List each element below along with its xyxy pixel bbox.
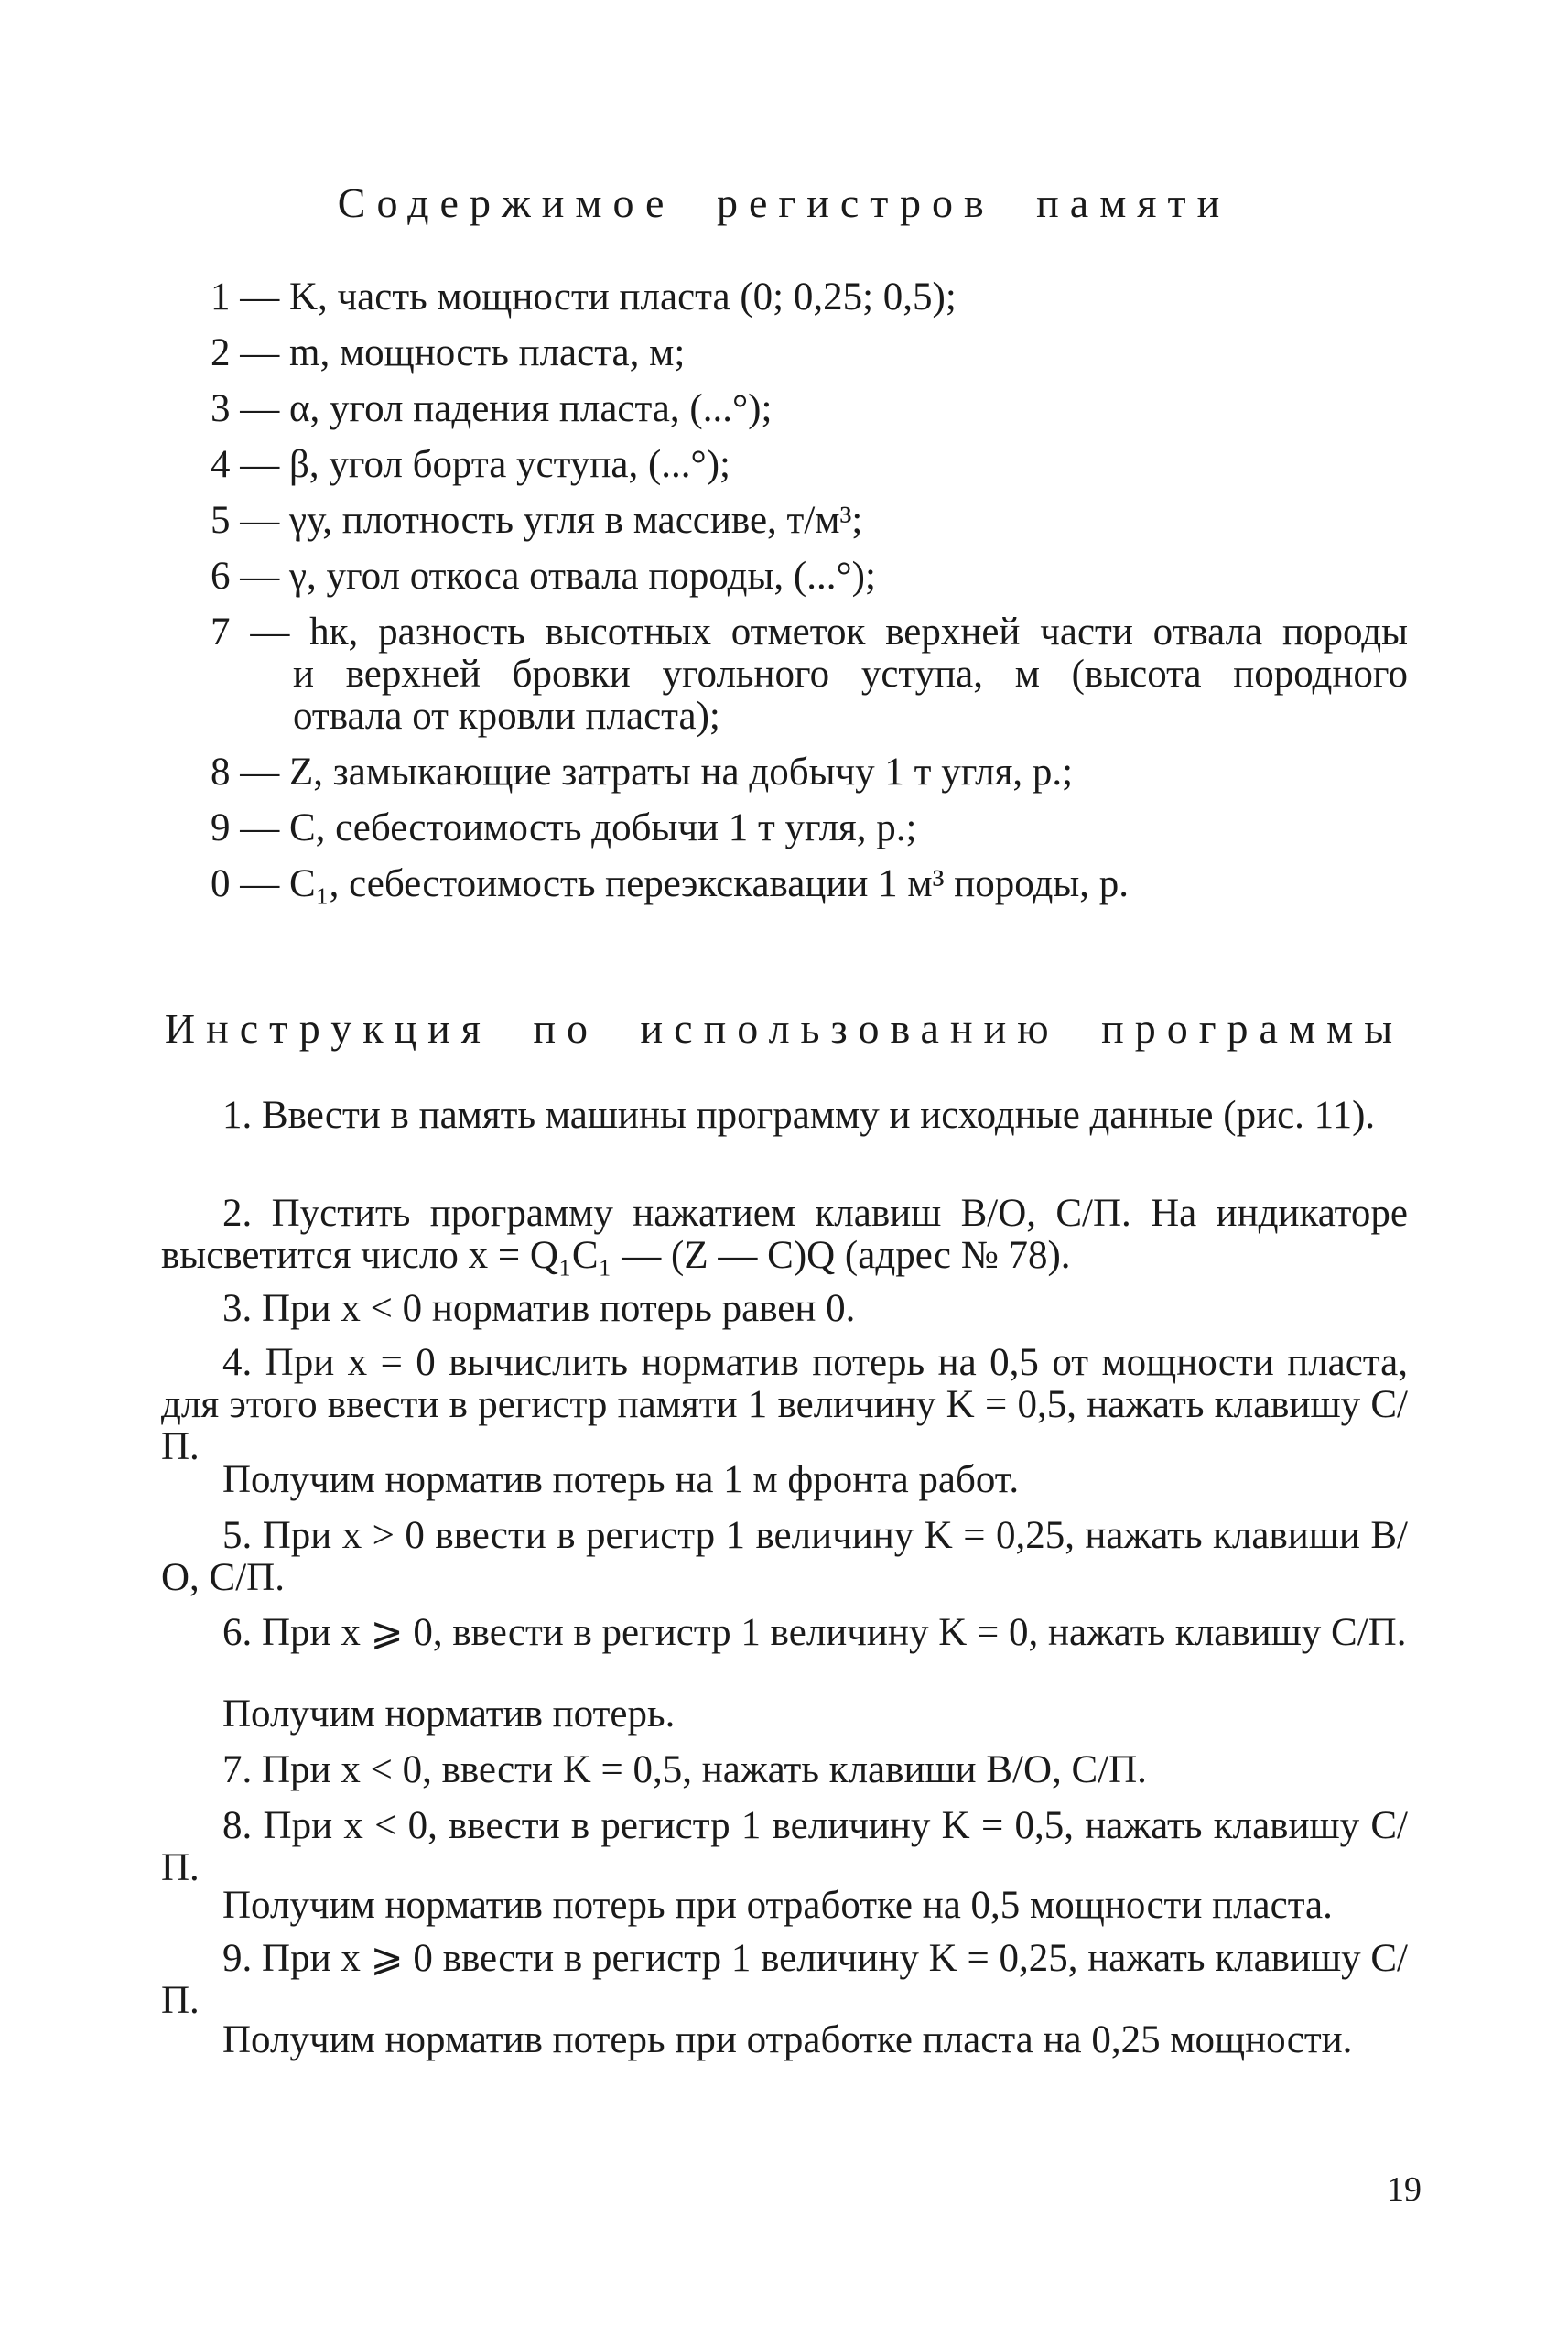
register-item-7-line-1: 7 — hк, разность высотных отметок верхней части отвала породы (211, 611, 1408, 654)
memory-registers-title: Содержимое регистров памяти (337, 179, 1231, 226)
register-item-6: 6 — γ, угол откоса отвала породы, (...°); (211, 555, 876, 598)
instruction-step-1: 1. Ввести в память машины программу и исходные данные (рис. 11). (222, 1094, 1376, 1137)
register-item-7-line-3: отвала от кровли пласта); (293, 695, 720, 738)
instruction-note-3: Получим норматив потерь при отработке на 0,5 мощности пласта. (222, 1884, 1333, 1927)
register-item-5: 5 — γу, плотность угля в массиве, т/м³; (211, 499, 863, 542)
instruction-step-3: 3. При x < 0 норматив потерь равен 0. (222, 1287, 856, 1330)
register-item-8: 8 — Z, замыкающие затраты на добычу 1 т угля, р.; (211, 751, 1074, 794)
instruction-step-8: 8. При x < 0, ввести в регистр 1 величину K = 0,5, нажать клавишу С/П. (161, 1804, 1408, 1889)
register-item-1: 1 — K, часть мощности пласта (0; 0,25; 0,5); (211, 276, 957, 319)
register-item-0: 0 — С₁, себестоимость переэкскавации 1 м³ породы, р. (211, 862, 1130, 905)
instruction-note-4: Получим норматив потерь при отработке пласта на 0,25 мощности. (222, 2018, 1353, 2061)
instructions-title: Инструкция по использованию программы (164, 1005, 1404, 1052)
register-item-2: 2 — m, мощность пласта, м; (211, 331, 686, 374)
instruction-note-2: Получим норматив потерь. (222, 1692, 676, 1736)
instruction-note-1: Получим норматив потерь на 1 м фронта работ. (222, 1458, 1020, 1501)
page-number: 19 (1387, 2170, 1422, 2209)
instruction-step-7: 7. При x < 0, ввести K = 0,5, нажать клавиши В/О, С/П. (222, 1748, 1147, 1791)
instruction-step-6: 6. При x ⩾ 0, ввести в регистр 1 величину K = 0, нажать клавишу С/П. (222, 1611, 1407, 1654)
register-item-3: 3 — α, угол падения пласта, (...°); (211, 387, 773, 430)
register-item-9: 9 — С, себестоимость добычи 1 т угля, р.; (211, 806, 917, 849)
register-item-7-cont (293, 654, 1408, 738)
register-item-7 (211, 611, 1408, 654)
instruction-step-2: 2. Пустить программу нажатием клавиш В/О, С/П. На индикаторе высветится число x = Q₁C₁ — (Z — C)Q (адрес № 78). (161, 1192, 1408, 1277)
register-item-7-line-2: и верхней бровки угольного уступа, м (высота породного (293, 653, 1408, 696)
instruction-step-5: 5. При x > 0 ввести в регистр 1 величину K = 0,25, нажать клавиши В/О, С/П. (161, 1514, 1408, 1599)
register-item-4: 4 — β, угол борта уступа, (...°); (211, 443, 730, 486)
instruction-step-4: 4. При x = 0 вычислить норматив потерь на 0,5 от мощности пласта, для этого ввести в регистр памяти 1 величину K = 0,5, нажать клавишу С/П. (161, 1341, 1408, 1468)
instruction-step-9: 9. При x ⩾ 0 ввести в регистр 1 величину K = 0,25, нажать клавишу С/П. (161, 1937, 1408, 2022)
